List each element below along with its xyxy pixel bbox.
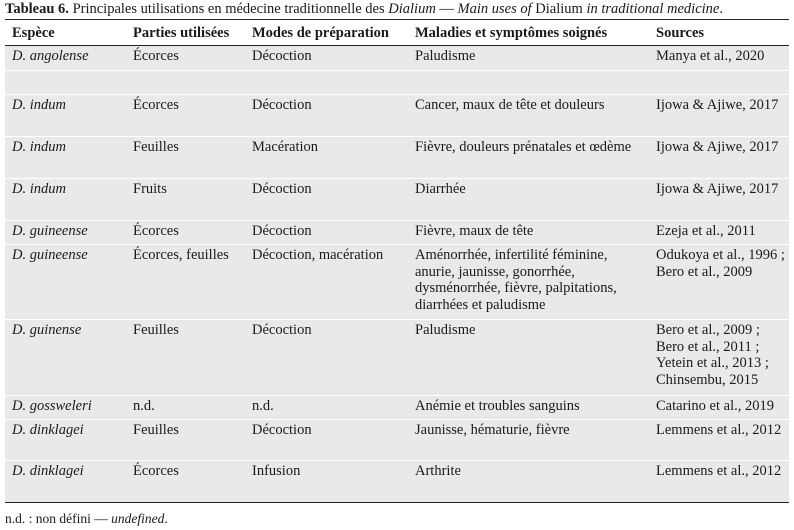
table-header-row	[5, 20, 789, 46]
table-row	[5, 71, 789, 95]
cell-source: Lemmens et al., 2012	[656, 463, 782, 479]
header-species: Espèce	[5, 20, 126, 46]
cell-uses: Cancer, maux de tête et douleurs	[415, 97, 605, 113]
cell-preparation: Macération	[252, 139, 319, 155]
cell-preparation: Décoction	[252, 48, 312, 64]
cell-preparation: Décoction	[252, 223, 312, 239]
caption-genus-en: Dialium	[535, 1, 583, 17]
cell-preparation: Décoction	[252, 181, 312, 197]
table-row	[5, 396, 789, 420]
cell-species: D. indum	[12, 181, 66, 197]
table-row	[5, 461, 789, 503]
header-parts: Parties utilisées	[126, 20, 245, 46]
cell-preparation: Décoction	[252, 422, 312, 438]
table-row	[5, 245, 789, 320]
cell-parts: Fruits	[133, 181, 167, 197]
caption-separator: —	[435, 1, 458, 17]
table-row	[5, 95, 789, 137]
cell-uses: Arthrite	[415, 463, 461, 479]
table-footnote	[5, 511, 789, 527]
cell-preparation: Décoction	[252, 97, 312, 113]
cell-preparation: Décoction, macération	[252, 247, 384, 263]
cell-parts: Feuilles	[133, 422, 179, 438]
table-row	[5, 320, 789, 396]
table-row	[5, 179, 789, 221]
cell-species: D. angolense	[12, 48, 89, 64]
cell-parts: Écorces	[133, 223, 179, 239]
footnote-text-fr: n.d. : non défini —	[5, 511, 112, 526]
cell-uses: Jaunisse, hématurie, fièvre	[415, 422, 570, 438]
cell-preparation: n.d.	[252, 398, 274, 414]
cell-species: D. gossweleri	[12, 398, 92, 414]
cell-source: Bero et al., 2009 ; Bero et al., 2011 ; Yetein et al., 2013 ; Chinsembu, 2015	[656, 322, 769, 388]
header-uses: Maladies et symptômes soignés	[408, 20, 649, 46]
cell-source: Lemmens et al., 2012	[656, 422, 782, 438]
cell-uses: Paludisme	[415, 48, 476, 64]
cell-preparation: Décoction	[252, 322, 312, 338]
cell-uses: Fièvre, douleurs prénatales et œdème	[415, 139, 632, 155]
cell-species: D. guineense	[12, 223, 88, 239]
caption-text-fr: Principales utilisations en médecine traditionnelle des	[68, 1, 389, 17]
caption-label: Tableau 6.	[5, 1, 69, 17]
caption-end: .	[719, 1, 723, 17]
cell-parts: Écorces	[133, 463, 179, 479]
cell-parts: n.d.	[133, 398, 155, 414]
table-caption	[5, 0, 789, 19]
cell-source: Odukoya et al., 1996 ; Bero et al., 2009	[656, 247, 785, 280]
caption-text-en: Main uses of	[457, 1, 536, 17]
uses-table	[5, 19, 789, 503]
cell-uses	[408, 71, 649, 95]
cell-source: Ijowa & Ajiwe, 2017	[656, 139, 779, 155]
footnote-end: .	[164, 511, 168, 526]
cell-parts	[126, 71, 245, 95]
cell-parts: Écorces, feuilles	[133, 247, 229, 263]
table-figure	[5, 0, 789, 527]
table-row	[5, 420, 789, 461]
cell-preparation: Infusion	[252, 463, 301, 479]
caption-genus: Dialium	[388, 1, 436, 17]
cell-source: Ijowa & Ajiwe, 2017	[656, 97, 779, 113]
cell-source: Manya et al., 2020	[656, 48, 765, 64]
table-row	[5, 46, 789, 71]
cell-species: D. dinklagei	[12, 422, 84, 438]
cell-uses: Paludisme	[415, 322, 476, 338]
table-row	[5, 137, 789, 179]
cell-species: D. guineense	[12, 247, 88, 263]
cell-uses: Anémie et troubles sanguins	[415, 398, 580, 414]
header-sources: Sources	[649, 20, 789, 46]
cell-species: D. indum	[12, 97, 66, 113]
footnote-text-en: undefined	[111, 511, 165, 526]
cell-species: D. guinense	[12, 322, 82, 338]
header-preparation: Modes de préparation	[245, 20, 408, 46]
cell-species: D. dinklagei	[12, 463, 84, 479]
cell-parts: Écorces	[133, 48, 179, 64]
cell-source: Ijowa & Ajiwe, 2017	[656, 181, 779, 197]
cell-parts: Feuilles	[133, 322, 179, 338]
cell-source: Catarino et al., 2019	[656, 398, 774, 414]
cell-preparation	[245, 71, 408, 95]
caption-text-en-end: in traditional medicine	[582, 1, 720, 17]
cell-source	[649, 71, 789, 95]
cell-species: D. indum	[12, 139, 66, 155]
table-row	[5, 221, 789, 245]
cell-parts: Feuilles	[133, 139, 179, 155]
cell-uses: Diarrhée	[415, 181, 466, 197]
cell-species	[5, 71, 126, 95]
cell-parts: Écorces	[133, 97, 179, 113]
cell-uses: Aménorrhée, infertilité féminine, anurie, jaunisse, gonorrhée, dysménorrhée, fièvre, palpitations, diarrhées et paludisme	[415, 247, 617, 313]
cell-source: Ezeja et al., 2011	[656, 223, 756, 239]
cell-uses: Fièvre, maux de tête	[415, 223, 534, 239]
